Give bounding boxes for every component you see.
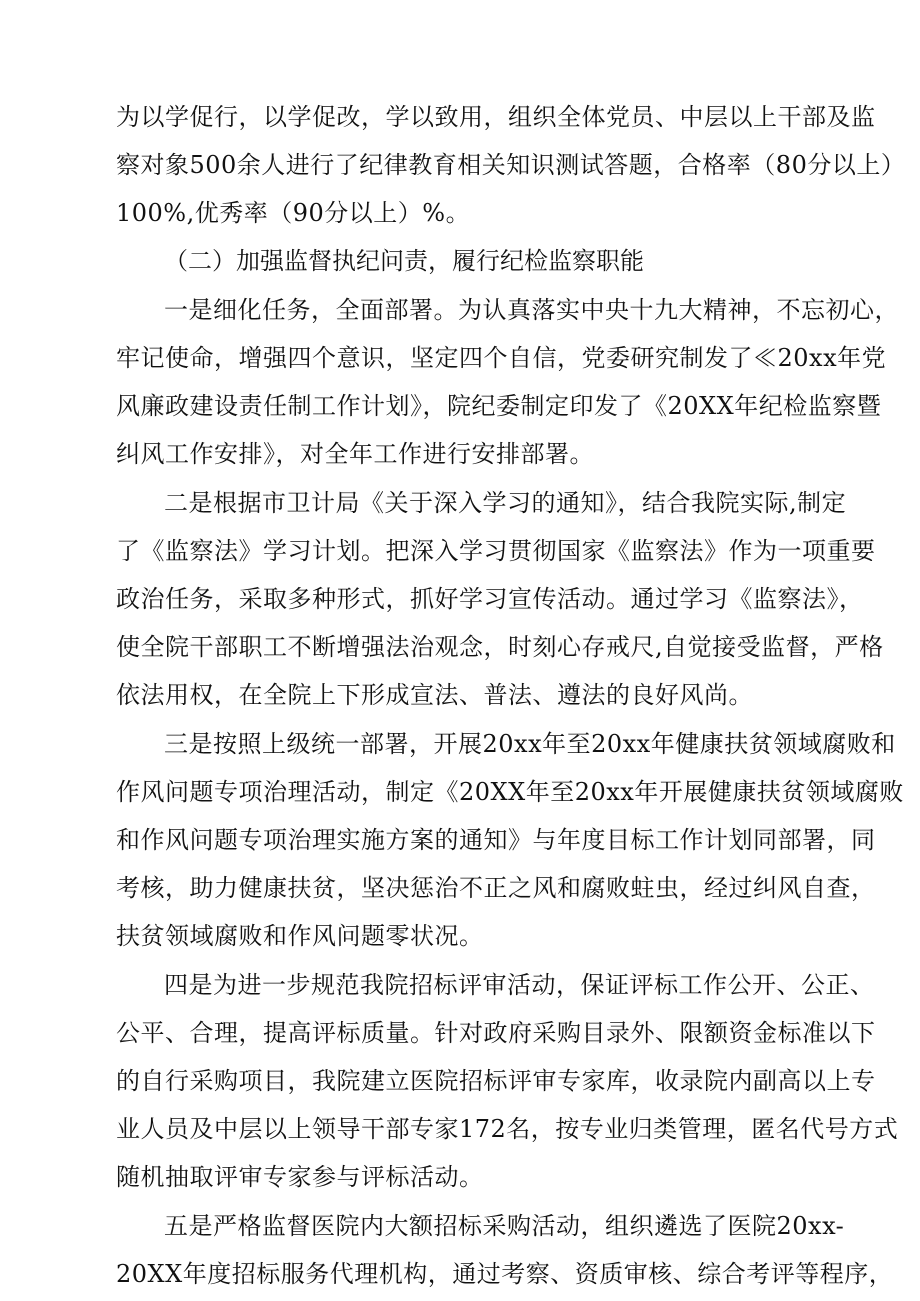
text-line: 的自行采购项目，我院建立医院招标评审专家库，收录院内副高以上专: [116, 1067, 876, 1095]
text-line: 四是为进一步规范我院招标评审活动，保证评标工作公开、公正、: [164, 971, 875, 999]
text-line: 考核，助力健康扶贫，坚决惩治不正之风和腐败蛀虫，经过纠风自查，: [116, 874, 876, 902]
text-line: 和作风问题专项治理实施方案的通知》与年度目标工作计划同部署，同: [116, 826, 876, 854]
text-line: 公平、合理，提高评标质量。针对政府采购目录外、限额资金标准以下: [116, 1019, 876, 1047]
text-line: 作风问题专项治理活动，制定《20XX年至20xx年开展健康扶贫领域腐败: [116, 778, 904, 806]
text-line: 三是按照上级统一部署，开展20xx年至20xx年健康扶贫领域腐败和: [164, 730, 896, 758]
text-line: 随机抽取评审专家参与评标活动。: [116, 1163, 484, 1191]
text-line: 牢记使命，增强四个意识，坚定四个自信，党委研究制发了≪20xx年党: [116, 344, 887, 372]
text-line: 100%,优秀率（90分以上）%。: [116, 199, 471, 227]
text-line: 察对象500余人进行了纪律教育相关知识测试答题，合格率（80分以上）: [116, 151, 906, 179]
text-line: 依法用权，在全院上下形成宣法、普法、遵法的良好风尚。: [116, 681, 753, 709]
text-line: 使全院干部职工不断增强法治观念，时刻心存戒尺,自觉接受监督，严格: [116, 633, 884, 661]
text-line: 纠风工作安排》，对全年工作进行安排部署。: [116, 440, 594, 468]
text-line: 一是细化任务，全面部署。为认真落实中央十九大精神，不忘初心，: [164, 296, 899, 324]
text-line: 了《监察法》学习计划。把深入学习贯彻国家《监察法》作为一项重要: [116, 537, 876, 565]
text-line: 政治任务，采取多种形式，抓好学习宣传活动。通过学习《监察法》，: [116, 585, 864, 613]
text-line: 扶贫领域腐败和作风问题零状况。: [116, 922, 484, 950]
text-line: 为以学促行，以学促改，学以致用，组织全体党员、中层以上干部及监: [116, 103, 876, 131]
text-line: 五是严格监督医院内大额招标采购活动，组织遴选了医院20xx-: [164, 1212, 845, 1240]
text-line: 二是根据市卫计局《关于深入学习的通知》，结合我院实际,制定: [164, 489, 847, 517]
section-heading: （二）加强监督执纪问责，履行纪检监察职能: [164, 247, 644, 275]
text-line: 风廉政建设责任制工作计划》，院纪委制定印发了《20XX年纪检监察暨: [116, 392, 882, 420]
text-line: 20XX年度招标服务代理机构，通过考察、资质审核、综合考评等程序，: [116, 1260, 894, 1288]
text-line: 业人员及中层以上领导干部专家172名，按专业归类管理，匿名代号方式: [116, 1115, 899, 1143]
